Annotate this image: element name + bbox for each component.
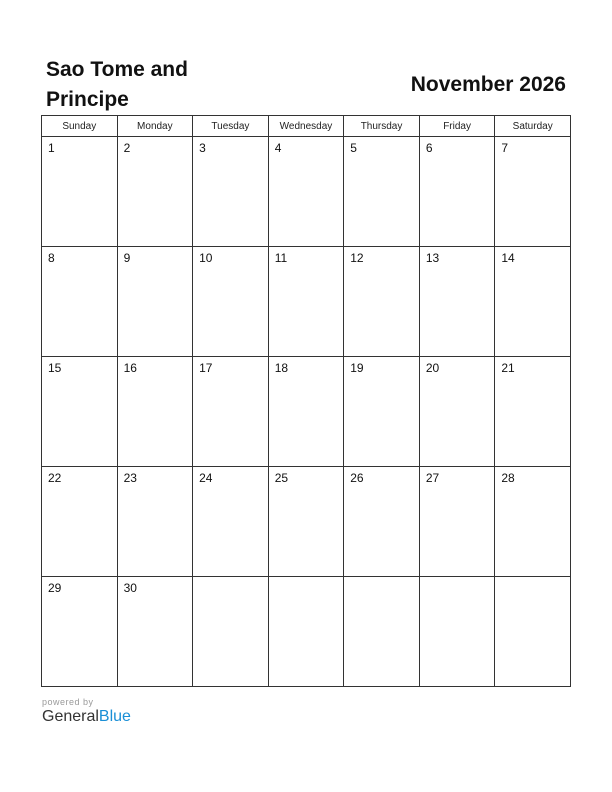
day-cell: [42, 577, 118, 687]
week-row: [42, 467, 571, 577]
day-cell: [193, 247, 269, 357]
weekday-monday: Monday: [117, 116, 193, 137]
day-number: 10: [199, 251, 213, 265]
weekday-sunday: Sunday: [42, 116, 118, 137]
brand-logo-general: General: [42, 708, 99, 725]
day-cell: [344, 467, 420, 577]
day-cell: [117, 137, 193, 247]
day-number: 29: [48, 581, 62, 595]
footer-branding: [42, 697, 131, 726]
month-year-title: November 2026: [410, 73, 566, 96]
country-title: [46, 55, 276, 115]
day-number: 2: [123, 141, 131, 155]
calendar-grid: [41, 115, 571, 687]
day-number: [344, 577, 419, 581]
day-cell: [42, 357, 118, 467]
day-cell: [419, 467, 495, 577]
day-cell: [42, 137, 118, 247]
weekday-tuesday: Tuesday: [193, 116, 269, 137]
week-row: [42, 247, 571, 357]
day-cell: [495, 357, 571, 467]
day-number: 28: [501, 471, 515, 485]
day-number: [269, 577, 344, 581]
day-cell: [344, 137, 420, 247]
day-number: 15: [48, 361, 62, 375]
day-number: 11: [274, 251, 288, 265]
day-cell: [495, 467, 571, 577]
day-cell: [344, 577, 420, 687]
day-number: 19: [350, 361, 364, 375]
weekday-header-row: [42, 116, 571, 137]
day-cell: [117, 467, 193, 577]
day-number: 9: [123, 251, 131, 265]
day-number: 21: [501, 361, 515, 375]
day-cell: [193, 467, 269, 577]
day-number: 20: [425, 361, 440, 375]
day-cell: [268, 137, 344, 247]
day-number: 22: [48, 471, 62, 485]
weekday-friday: Friday: [419, 116, 495, 137]
week-row: [42, 357, 571, 467]
day-number: 16: [123, 361, 137, 375]
weekday-thursday: Thursday: [344, 116, 420, 137]
day-number: 17: [199, 361, 213, 375]
brand-logo[interactable]: [42, 708, 131, 726]
day-cell: [42, 247, 118, 357]
day-cell: [344, 247, 420, 357]
day-number: [193, 577, 268, 581]
brand-logo-blue: Blue: [98, 708, 131, 725]
day-cell: [268, 577, 344, 687]
country-title-line-1: Sao Tome and: [46, 58, 188, 81]
day-number: 12: [350, 251, 364, 265]
day-number: 1: [48, 141, 55, 155]
week-row: [42, 577, 571, 687]
day-number: 8: [48, 251, 55, 265]
day-number: 24: [199, 471, 213, 485]
day-cell: [193, 357, 269, 467]
day-number: [495, 577, 570, 581]
day-number: 6: [425, 141, 433, 155]
day-cell: [495, 137, 571, 247]
day-number: 18: [274, 361, 289, 375]
day-cell: [117, 577, 193, 687]
day-cell: [419, 247, 495, 357]
day-cell: [117, 357, 193, 467]
day-number: 13: [425, 251, 440, 265]
day-number: 30: [123, 581, 137, 595]
day-cell: [495, 247, 571, 357]
powered-by-text: powered by: [42, 697, 94, 707]
day-cell: [268, 247, 344, 357]
day-number: 3: [199, 141, 206, 155]
day-cell: [419, 577, 495, 687]
day-number: 7: [501, 141, 509, 155]
day-number: 27: [425, 471, 440, 485]
day-cell: [268, 467, 344, 577]
weekday-saturday: Saturday: [495, 116, 571, 137]
day-cell: [268, 357, 344, 467]
day-cell: [193, 577, 269, 687]
day-number: 26: [350, 471, 364, 485]
weekday-wednesday: Wednesday: [268, 116, 344, 137]
day-cell: [419, 137, 495, 247]
day-number: 14: [501, 251, 515, 265]
week-row: [42, 137, 571, 247]
day-number: 23: [123, 471, 137, 485]
day-cell: [344, 357, 420, 467]
day-number: 4: [274, 141, 282, 155]
day-number: [420, 577, 495, 581]
country-title-line-2: Principe: [46, 88, 129, 111]
day-number: 5: [350, 141, 357, 155]
day-cell: [495, 577, 571, 687]
day-cell: [419, 357, 495, 467]
day-cell: [42, 467, 118, 577]
day-cell: [117, 247, 193, 357]
day-number: 25: [274, 471, 289, 485]
day-cell: [193, 137, 269, 247]
